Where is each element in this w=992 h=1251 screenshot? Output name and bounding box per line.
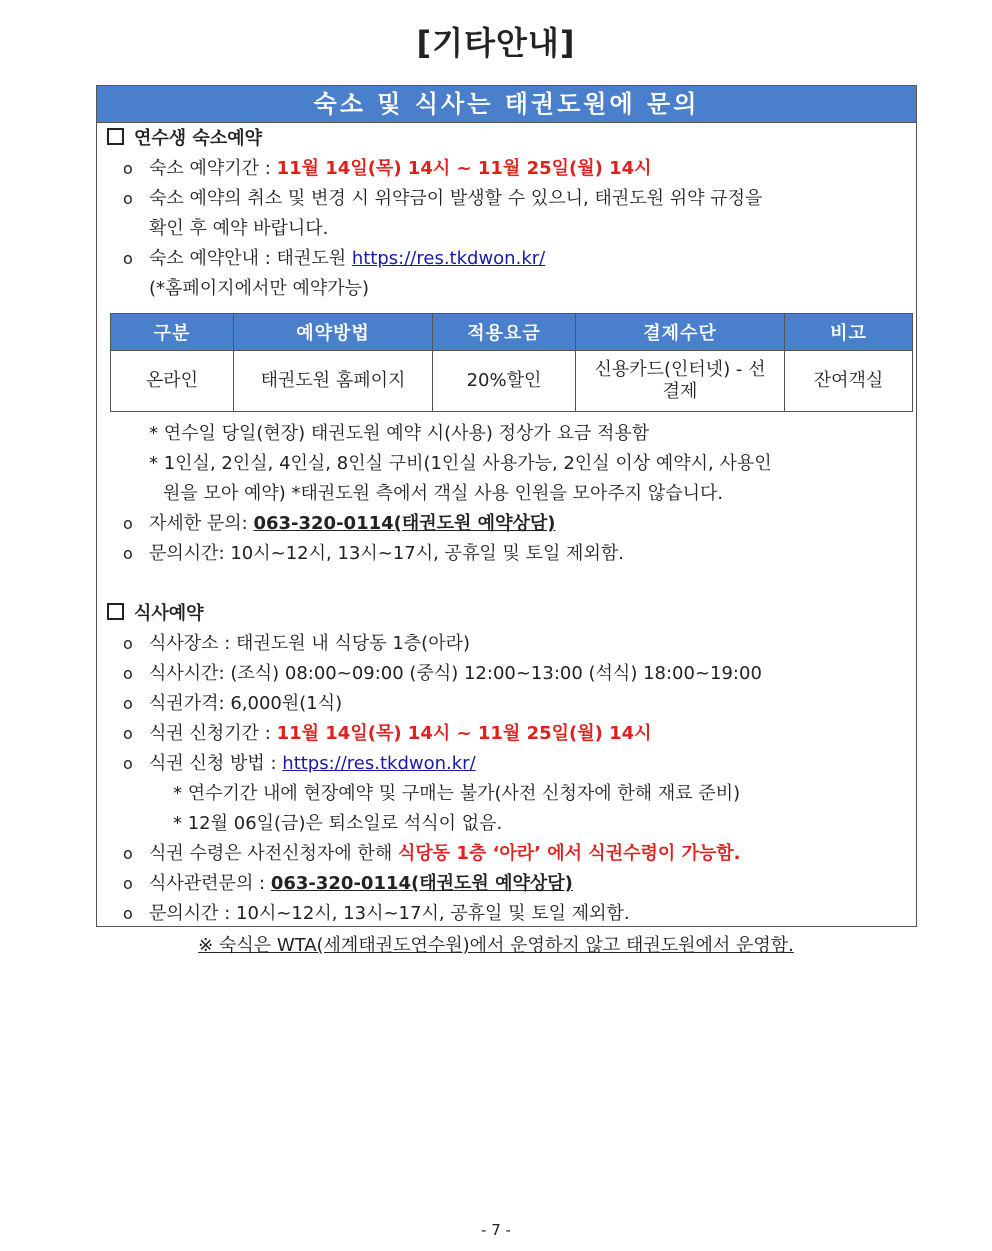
bullet-circle-icon: o (123, 634, 133, 653)
table-cell: 온라인 (111, 351, 234, 412)
table-row (111, 351, 913, 412)
bullet-circle-icon: o (123, 189, 133, 208)
bullet-circle-icon: o (123, 844, 133, 863)
lodging-period: o 숙소 예약기간 : 11월 14일(목) 14시 ~ 11월 25일(월) 14시 (123, 154, 652, 184)
lodging-cancel-notice-cont: 확인 후 예약 바랍니다. (149, 218, 329, 239)
checkbox-square-icon (107, 128, 124, 145)
lodging-period-value: 11월 14일(목) 14시 ~ 11월 25일(월) 14시 (276, 158, 652, 179)
lodging-note: * 1인실, 2인실, 4인실, 8인실 구비(1인실 사용가능, 2인실 이상 예약시, 사용인 (149, 453, 772, 474)
lodging-note-cont: 원을 모아 예약) *태권도원 측에서 객실 사용 인원을 모아주지 않습니다. (163, 483, 724, 504)
bullet-circle-icon: o (123, 874, 133, 893)
meal-contact: o 식사관련문의 : 063-320-0114(태권도원 예약상담) (123, 869, 573, 899)
table-cell: 신용카드(인터넷) - 선결제 (576, 351, 785, 412)
checkbox-square-icon (107, 603, 124, 620)
bullet-circle-icon: o (123, 724, 133, 743)
lodging-contact: o 자세한 문의: 063-320-0114(태권도원 예약상담) (123, 509, 555, 539)
meal-method-note: * 12월 06일(금)은 퇴소일로 석식이 없음. (173, 813, 503, 834)
lodging-note: * 연수일 당일(현장) 태권도원 예약 시(사용) 정상가 요금 적용함 (149, 423, 650, 444)
table-header: 구분 (111, 314, 234, 351)
reservation-table (110, 313, 913, 412)
meal-reservation-link[interactable]: https://res.tkdwon.kr/ (282, 753, 476, 774)
bullet-circle-icon: o (123, 249, 133, 268)
page-title: [기타안내] (416, 24, 576, 62)
meal-place: o 식사장소 : 태권도원 내 식당동 1층(아라) (123, 629, 470, 659)
box-header: 숙소 및 식사는 태권도원에 문의 (97, 86, 916, 123)
table-cell: 20%할인 (433, 351, 576, 412)
bullet-circle-icon: o (123, 544, 133, 563)
bullet-circle-icon: o (123, 514, 133, 533)
footnote: ※ 숙식은 WTA(세계태권도연수원)에서 운영하지 않고 태권도원에서 운영함. (198, 935, 794, 956)
lodging-guide-note: (*홈페이지에서만 예약가능) (149, 278, 370, 299)
bullet-circle-icon: o (123, 904, 133, 923)
bullet-circle-icon: o (123, 664, 133, 683)
lodging-contact-phone: 063-320-0114(태권도원 예약상담) (253, 513, 556, 534)
meal-receive: o 식권 수령은 사전신청자에 한해 식당동 1층 ‘아라’ 에서 식권수령이 가능함. (123, 839, 741, 869)
meal-method-note: * 연수기간 내에 현장예약 및 구매는 불가(사전 신청자에 한해 재료 준비) (173, 783, 741, 804)
reservation-link[interactable]: https://res.tkdwon.kr/ (351, 248, 546, 269)
info-box (96, 85, 917, 927)
bullet-circle-icon: o (123, 694, 133, 713)
bullet-circle-icon: o (123, 159, 133, 178)
meal-method: o 식권 신청 방법 : https://res.tkdwon.kr/ (123, 749, 476, 779)
meal-period-value: 11월 14일(목) 14시 ~ 11월 25일(월) 14시 (276, 723, 652, 744)
meal-period: o 식권 신청기간 : 11월 14일(목) 14시 ~ 11월 25일(월) 14시 (123, 719, 652, 749)
lodging-guide: o 숙소 예약안내 : 태권도원 https://res.tkdwon.kr/ (123, 244, 545, 274)
table-header: 결제수단 (576, 314, 785, 351)
meal-heading: 식사예약 (107, 599, 204, 629)
page-number: - 7 - (481, 1221, 511, 1239)
bullet-circle-icon: o (123, 754, 133, 773)
table-header: 적용요금 (433, 314, 576, 351)
table-header: 예약방법 (234, 314, 433, 351)
table-header: 비고 (785, 314, 913, 351)
meal-hours: o 문의시간 : 10시~12시, 13시~17시, 공휴일 및 토일 제외함. (123, 899, 630, 929)
lodging-heading: 연수생 숙소예약 (107, 124, 262, 154)
meal-receive-value: 식당동 1층 ‘아라’ 에서 식권수령이 가능함. (397, 843, 741, 864)
table-cell: 잔여객실 (785, 351, 913, 412)
meal-contact-phone: 063-320-0114(태권도원 예약상담) (270, 873, 573, 894)
table-cell: 태권도원 홈페이지 (234, 351, 433, 412)
lodging-cancel-notice: o 숙소 예약의 취소 및 변경 시 위약금이 발생할 수 있으니, 태권도원 위약 규정을 (123, 184, 762, 214)
meal-time: o 식사시간: (조식) 08:00~09:00 (중식) 12:00~13:00 (석식) 18:00~19:00 (123, 659, 762, 689)
meal-price: o 식권가격: 6,000원(1식) (123, 689, 342, 719)
lodging-hours: o 문의시간: 10시~12시, 13시~17시, 공휴일 및 토일 제외함. (123, 539, 624, 569)
